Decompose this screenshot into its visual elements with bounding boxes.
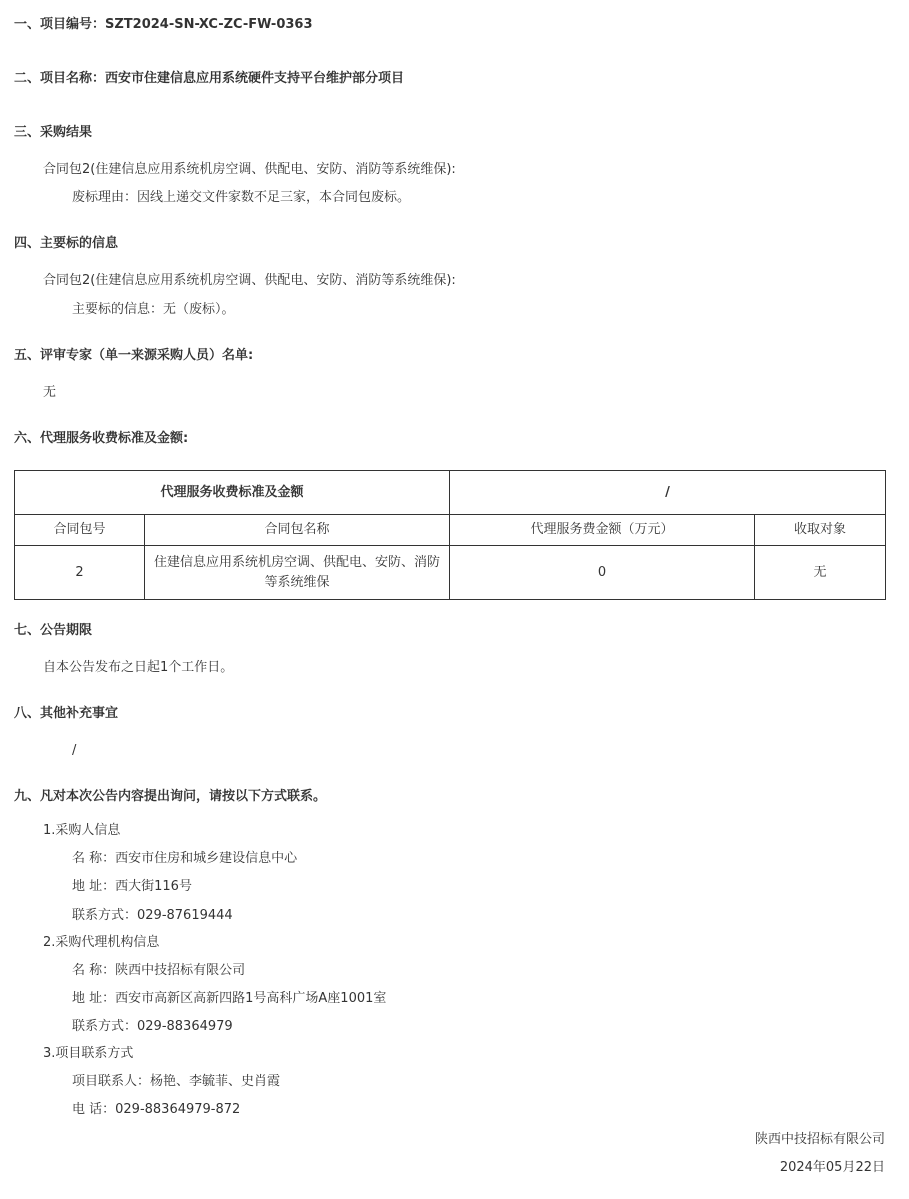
cell-payer: 无 bbox=[755, 546, 886, 600]
project-number-line bbox=[14, 16, 313, 34]
table-header-row bbox=[15, 471, 886, 515]
main-subject-heading: 四、主要标的信息 bbox=[14, 236, 119, 251]
agency-heading: 2.采购代理机构信息 bbox=[43, 935, 160, 950]
cell-package-name: 住建信息应用系统机房空调、供配电、安防、消防等系统维保 bbox=[145, 546, 450, 600]
agency-fee-heading: 六、代理服务收费标准及金额: bbox=[14, 431, 189, 446]
fee-standard-header: 代理服务收费标准及金额 bbox=[15, 471, 450, 515]
procurement-result-detail: 废标理由：因线上递交文件家数不足三家，本合同包废标。 bbox=[72, 190, 411, 205]
project-number-value: SZT2024-SN-XC-ZC-FW-0363 bbox=[105, 17, 313, 32]
procurement-result-heading: 三、采购结果 bbox=[14, 125, 93, 140]
agency-fee-table bbox=[14, 470, 886, 600]
project-contact-heading: 3.项目联系方式 bbox=[43, 1046, 134, 1061]
agency-contact: 联系方式：029-88364979 bbox=[72, 1019, 233, 1034]
purchaser-name: 名 称：西安市住房和城乡建设信息中心 bbox=[72, 851, 298, 866]
project-name-line bbox=[14, 70, 404, 88]
column-fee-amount: 代理服务费金额（万元） bbox=[450, 515, 755, 546]
column-package-name: 合同包名称 bbox=[145, 515, 450, 546]
main-subject-detail: 主要标的信息：无（废标）。 bbox=[72, 302, 235, 317]
column-package-no: 合同包号 bbox=[15, 515, 145, 546]
project-contact-phone: 电 话：029-88364979-872 bbox=[72, 1102, 241, 1117]
notice-period-content: 自本公告发布之日起1个工作日。 bbox=[43, 660, 234, 675]
purchaser-heading: 1.采购人信息 bbox=[43, 823, 121, 838]
agency-name: 名 称：陕西中技招标有限公司 bbox=[72, 963, 246, 978]
purchaser-address: 地 址：西大街116号 bbox=[72, 879, 192, 894]
agency-address: 地 址：西安市高新区高新四路1号高科广场A座1001室 bbox=[72, 991, 387, 1006]
contact-heading: 九、凡对本次公告内容提出询问，请按以下方式联系。 bbox=[14, 789, 327, 804]
cell-fee-amount: 0 bbox=[450, 546, 755, 600]
main-subject-package: 合同包2(住建信息应用系统机房空调、供配电、安防、消防等系统维保): bbox=[43, 273, 456, 288]
project-name-label: 二、项目名称： bbox=[14, 71, 106, 86]
project-number-label: 一、项目编号： bbox=[14, 17, 106, 32]
experts-content: 无 bbox=[43, 385, 57, 400]
other-matters-content: / bbox=[72, 743, 77, 758]
procurement-result-package: 合同包2(住建信息应用系统机房空调、供配电、安防、消防等系统维保): bbox=[43, 162, 456, 177]
table-row bbox=[15, 546, 886, 600]
purchaser-contact: 联系方式：029-87619444 bbox=[72, 908, 233, 923]
table-column-row bbox=[15, 515, 886, 546]
project-contact-person: 项目联系人：杨艳、李毓菲、史肖霞 bbox=[72, 1074, 281, 1089]
notice-period-heading: 七、公告期限 bbox=[14, 623, 93, 638]
project-name-value: 西安市住建信息应用系统硬件支持平台维护部分项目 bbox=[105, 71, 405, 86]
fee-standard-value: / bbox=[450, 471, 886, 515]
column-payer: 收取对象 bbox=[755, 515, 886, 546]
experts-heading: 五、评审专家（单一来源采购人员）名单: bbox=[14, 348, 254, 363]
footer-date: 2024年05月22日 bbox=[779, 1160, 885, 1175]
other-matters-heading: 八、其他补充事宜 bbox=[14, 706, 119, 721]
footer-company: 陕西中技招标有限公司 bbox=[754, 1132, 885, 1147]
cell-package-no: 2 bbox=[15, 546, 145, 600]
